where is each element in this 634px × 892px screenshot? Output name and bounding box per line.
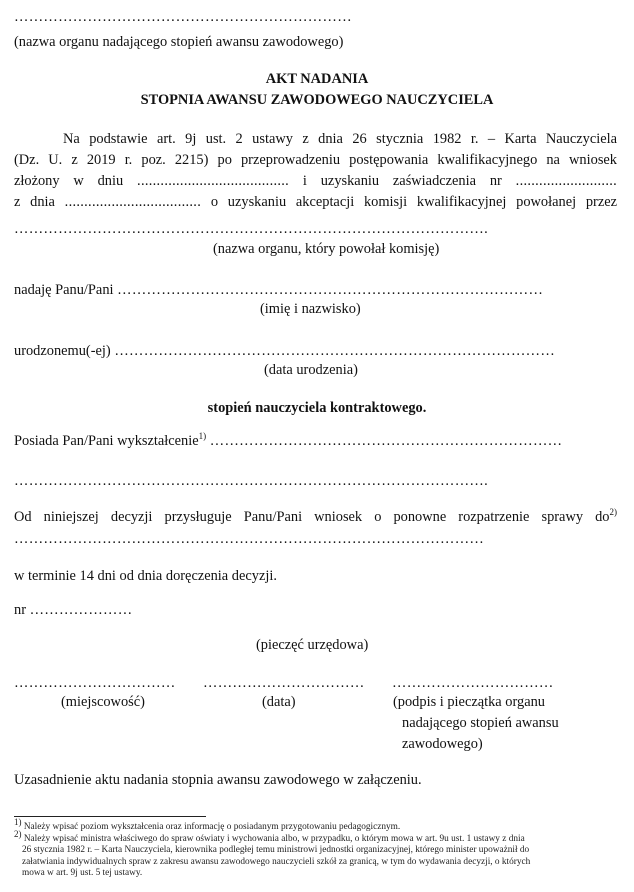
footnote-2 [14, 829, 620, 879]
footnote-2-line1 [14, 829, 620, 845]
appeal-text: Od niniejszej decyzji przysługuje Panu/Pani wniosek o ponowne rozpatrzenie sprawy do [14, 509, 610, 525]
appeal-line [14, 508, 617, 526]
legal-basis-line3 [14, 172, 617, 190]
birth-line [14, 342, 555, 360]
grant-label: nadaję Panu/Pani [14, 282, 114, 298]
number-line [14, 601, 132, 619]
footnote-1 [14, 817, 620, 833]
footnote-2-line4: mowa w art. 9j ust. 5 tej ustawy. [22, 867, 143, 878]
footnote-separator [14, 816, 206, 817]
deadline-text: w terminie 14 dni od dnia doręczenia decyzji. [14, 568, 277, 584]
place-caption: (miejscowość) [61, 694, 145, 710]
legal-basis-line1: Na podstawie art. 9j ust. 2 ustawy z dnia 26 stycznia 1982 r. – Karta Nauczyciela [63, 131, 617, 147]
name-caption: (imię i nazwisko) [260, 301, 361, 317]
dated-label: z dnia [14, 194, 55, 210]
degree-title: stopień nauczyciela kontraktowego. [207, 400, 427, 416]
signature-caption-line1: (podpis i pieczątka organu [393, 694, 545, 710]
submission-date-field[interactable]: ....................................... [137, 173, 290, 189]
footnote-2-line3: załatwiania indywidualnych spraw z zakresu awansu zawodowego nauczycieli szkół za granicą, w tym do wydawania decyzji, o których [22, 856, 531, 867]
education-label: Posiada Pan/Pani wykształcenie [14, 433, 199, 449]
education-field[interactable]: ……………………………………………………………… [209, 433, 563, 449]
birth-date-caption: (data urodzenia) [264, 362, 358, 378]
certificate-label: i uzyskaniu zaświadczenia nr [302, 173, 502, 189]
birth-date-field[interactable]: ……………………………………………………………………………… [114, 343, 556, 359]
number-field[interactable]: ………………… [29, 602, 133, 618]
date-field[interactable]: …………………………… [203, 675, 365, 691]
education-field-continued[interactable]: ……………………………………………………………………………………. [14, 473, 488, 489]
official-stamp-caption: (pieczęć urzędowa) [256, 637, 369, 653]
teacher-name-field[interactable]: …………………………………………………………………………… [117, 282, 544, 298]
date-caption: (data) [262, 694, 296, 710]
born-label: urodzonemu(-ej) [14, 343, 111, 359]
issuing-organ-caption: (nazwa organu nadającego stopień awansu zawodowego) [14, 34, 344, 50]
legal-basis-line4 [14, 193, 617, 211]
appeal-text-row [14, 508, 617, 526]
footnote-2-line2: 26 stycznia 1982 r. – Karta Nauczyciela, kierownika podległej temu ministrowi jednostki organizacyjnej, którego minister upoważnił do [22, 845, 530, 856]
footnote-ref-1[interactable]: 1) [198, 431, 207, 442]
signature-caption-line2: nadającego stopień awansu [402, 715, 559, 731]
place-field[interactable]: …………………………… [14, 675, 176, 691]
justification-text: Uzasadnienie aktu nadania stopnia awansu zawodowego w załączeniu. [14, 772, 422, 788]
footnote-ref-2[interactable]: 2) [609, 507, 617, 518]
submitted-on-label: złożony w dniu [14, 173, 124, 189]
commission-organ-field[interactable]: ……………………………………………………………………………………. [14, 221, 488, 237]
appeal-organ-field[interactable]: …………………………………………………………………………………… [14, 531, 485, 547]
paragraph-legal-basis [14, 130, 617, 211]
signature-caption-line3: zawodowego) [402, 736, 483, 752]
signature-field[interactable]: …………………………… [392, 675, 554, 691]
education-line [14, 432, 562, 450]
footnote-2-mark: 2) [14, 829, 22, 839]
document-title-line2: STOPNIA AWANSU ZAWODOWEGO NAUCZYCIELA [140, 92, 494, 108]
number-label: nr [14, 602, 26, 618]
footnote-1-text: Należy wpisać poziom wykształcenia oraz informację o posiadanym przygotowaniu pedagogicznym. [23, 822, 401, 833]
document-title-line1: AKT NADANIA [265, 71, 369, 87]
commission-acceptance-text: o uzyskaniu akceptacji komisji kwalifikacyjnej powołanej przez [210, 194, 617, 210]
certificate-number-field[interactable]: .......................... [515, 173, 618, 189]
grant-line [14, 281, 543, 299]
issuing-organ-dots[interactable]: …………………………………………………………… [14, 9, 352, 25]
footnote-1-mark: 1) [14, 817, 22, 827]
footnote-2-text-1: Należy wpisać ministra właściwego do spraw oświaty i wychowania albo, w przypadku, o którym mowa w art. 9u ust. 1 ustawy z dnia [23, 834, 525, 845]
legal-basis-line2: (Dz. U. z 2019 r. poz. 2215) po przeprowadzeniu postępowania kwalifikacyjnego na wniosek [14, 152, 617, 168]
certificate-date-field[interactable]: ................................... [64, 194, 202, 210]
commission-organ-caption: (nazwa organu, który powołał komisję) [213, 241, 440, 257]
